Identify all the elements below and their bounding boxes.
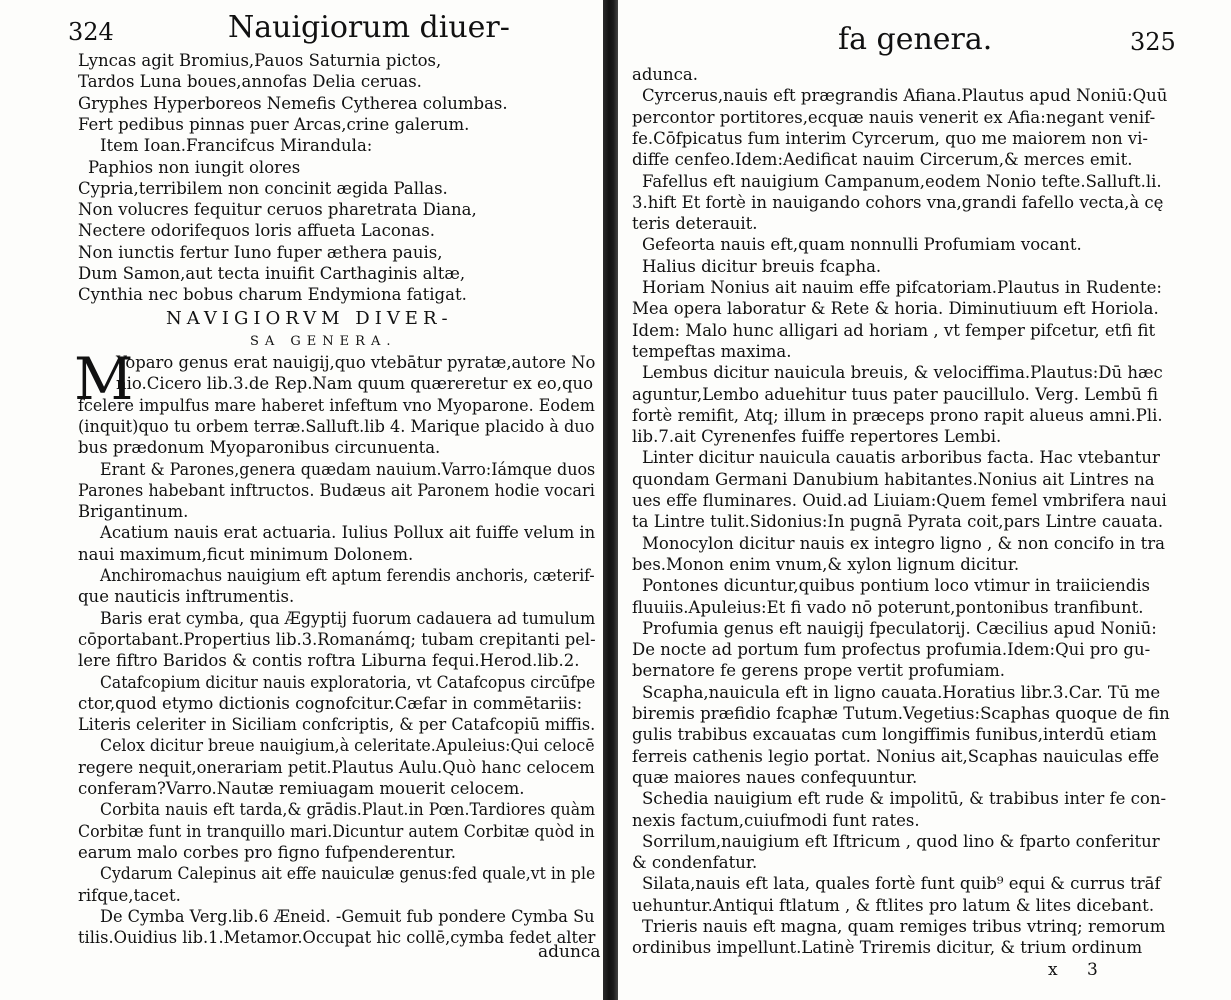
text-line: Parones habebant inftructos. Budæus ait Paronem hodie vocari xyxy=(78,480,595,500)
text-line: aguntur,Lembo aduehitur tuus pater paucillulo. Verg. Lembū fi xyxy=(632,384,1158,404)
page-number: 325 xyxy=(1130,28,1176,56)
text-line: lere fiftro Baridos & contis roftra Liburna fequi.Herod.lib.2. xyxy=(78,651,580,671)
text-line: Scapha,nauicula eft in ligno cauata.Horatius libr.3.Car. Tū me xyxy=(642,682,1161,702)
text-line: fortè remifit, Atq; illum in præceps prono rapit alueus amni.Pli. xyxy=(632,405,1163,425)
text-line: Brigantinum. xyxy=(78,502,189,522)
text-line: quæ maiores naues confequuntur. xyxy=(632,767,918,787)
text-line: fluuiis.Apuleius:Et fi vado nō poterunt,pontonibus tranfibunt. xyxy=(632,597,1144,617)
section-subheading: SA GENERA. xyxy=(250,334,397,349)
text-line: bes.Monon enim vnum,& xylon lignum dicitur. xyxy=(632,554,1020,574)
text-line: Acatium nauis erat actuaria. Iulius Pollux ait fuiffe velum in xyxy=(100,523,596,543)
text-line: Corbitæ funt in tranquillo mari.Dicuntur autem Corbitæ quòd in xyxy=(78,821,595,841)
text-line: naui maximum,ficut minimum Dolonem. xyxy=(78,544,414,564)
text-line: & condenfatur. xyxy=(632,853,758,873)
text-line: fcelere impulfus mare haberet infeftum vno Myoparone. Eodem xyxy=(78,395,595,415)
text-line: bernatore fe gerens prope vertit profumiam. xyxy=(632,661,1006,681)
text-line: Cynthia nec bobus charum Endymiona fatigat. xyxy=(78,285,467,305)
running-head: fa genera. xyxy=(838,22,993,57)
text-line: Item Ioan.Francifcus Mirandula: xyxy=(100,136,373,156)
text-line: Corbita nauis eft tarda,& grādis.Plaut.in Pœn.Tardiores quàm xyxy=(100,800,596,820)
text-line: teris deterauit. xyxy=(632,214,758,234)
text-line: Lembus dicitur nauicula breuis, & velociffima.Plautus:Dū hæc xyxy=(642,363,1163,383)
text-line: (inquit)quo tu orbem terræ.Salluft.lib 4. Marique placido à duo xyxy=(78,416,595,436)
text-line: bus prædonum Myoparonibus circunuenta. xyxy=(78,438,441,458)
text-line: uehuntur.Antiqui ftlatum , & ftlites pro latum & lites dicebant. xyxy=(632,895,1155,915)
text-line: Profumia genus eft nauigij fpeculatorij. Cæcilius apud Noniū: xyxy=(642,618,1157,638)
text-line: Schedia nauigium eft rude & impolitū, & trabibus inter fe con- xyxy=(642,789,1167,809)
text-line: Silata,nauis eft lata, quales fortè funt quib⁹ equi & currus trāf xyxy=(642,874,1161,894)
text-line: nio.Cicero lib.3.de Rep.Nam quum quæreretur ex eo,quo xyxy=(116,374,594,394)
text-line: Trieris nauis eft magna, quam remiges tribus vtrinq; remorum xyxy=(642,917,1166,936)
text-line: Gryphes Hyperboreos Nemefis Cytherea columbas. xyxy=(78,93,508,113)
text-line: Lyncas agit Bromius,Pauos Saturnia pictos, xyxy=(78,51,442,70)
text-line: ta Lintre tulit.Sidonius:In pugnā Pyrata coit,pars Lintre cauata. xyxy=(632,512,1164,532)
text-line: fe.Cōfpicatus fum interim Cyrcerum, quo me maiorem non vi- xyxy=(632,128,1149,148)
text-line: De nocte ad portum fum profectus profumia.Idem:Qui pro gu- xyxy=(632,640,1151,660)
text-line: Gefeorta nauis eft,quam nonnulli Profumiam vocant. xyxy=(642,235,1082,255)
text-line: Dum Samon,aut tecta inuifit Carthaginis altæ, xyxy=(78,264,466,283)
text-line: Halius dicitur breuis fcapha. xyxy=(642,256,882,276)
text-line: adunca. xyxy=(632,65,698,84)
text-line: cōportabant.Propertius lib.3.Romanámq; tubam crepitanti pel- xyxy=(78,629,596,649)
text-line: Nectere odorifequos loris affueta Laconas. xyxy=(78,221,435,241)
text-line: Literis celeriter in Siciliam confcriptis, & per Catafcopiū miffis. xyxy=(78,715,596,735)
text-line: gulis trabibus excauatas cum longiffimis funibus,interdū etiam xyxy=(632,725,1157,745)
text-line: lib.7.ait Cyrenenfes fuiffe repertores Lembi. xyxy=(632,427,1002,447)
text-line: ctor,quod etymo dictionis cognofcitur.Cæfar in commētariis: xyxy=(78,693,583,713)
catchword: adunca xyxy=(538,942,601,962)
text-line: nexis factum,cuiufmodi funt rates. xyxy=(632,810,920,830)
text-line: Erant & Parones,genera quædam nauium.Varro:Iámque duos xyxy=(100,459,596,479)
text-line: diffe cenfeo.Idem:Aedificat nauim Circerum,& merces emit. xyxy=(632,150,1133,170)
text-line: ues effe fluminares. Ouid.ad Liuiam:Quem femel vmbrifera naui xyxy=(632,491,1167,510)
text-line: rifque,tacet. xyxy=(78,885,181,905)
text-line: ferreis cathenis legio portat. Nonius ait,Scaphas nauiculas effe xyxy=(632,746,1160,766)
text-line: Celox dicitur breue nauigium,à celeritate.Apuleius:Qui celocē xyxy=(100,736,595,756)
text-line: Anchiromachus nauigium eft aptum ferendis anchoris, cæterif- xyxy=(100,566,595,585)
text-line: Non volucres fequitur ceruos pharetrata Diana, xyxy=(78,200,477,220)
signature-mark: x 3 xyxy=(1048,960,1110,980)
page-number: 324 xyxy=(68,18,114,46)
text-line: Monocylon dicitur nauis ex integro ligno , & non concifo in tra xyxy=(642,533,1165,553)
drop-cap: M xyxy=(74,345,134,413)
text-line: Sorrilum,nauigium eft Iftricum , quod lino & fparto conferitur xyxy=(642,831,1160,851)
text-line: Cyrcerus,nauis eft prægrandis Afiana.Plautus apud Noniū:Quū xyxy=(642,86,1168,106)
text-line: De Cymba Verg.lib.6 Æneid. -Gemuit fub pondere Cymba Su xyxy=(100,906,595,926)
left-page xyxy=(0,0,603,1000)
text-line: tilis.Ouidius lib.1.Metamor.Occupat hic collē,cymba fedet alter xyxy=(78,928,596,948)
text-line: Pontones dicuntur,quibus pontium loco vtimur in traiiciendis xyxy=(642,576,1151,596)
text-line: tempeftas maxima. xyxy=(632,341,792,361)
right-page xyxy=(618,0,1231,1000)
section-heading: NAVIGIORVM DIVER- xyxy=(166,308,453,329)
text-line: conferam?Varro.Nautæ remiuagam mouerit celocem. xyxy=(78,779,525,798)
text-line: Fafellus eft nauigium Campanum,eodem Nonio tefte.Salluft.li. xyxy=(642,171,1162,191)
book-gutter xyxy=(603,0,618,1000)
text-line: Idem: Malo hunc alligari ad horiam , vt femper pifcetur, etfi fit xyxy=(632,320,1156,340)
text-line: Baris erat cymba, qua Ægyptij fuorum cadauera ad tumulum xyxy=(100,608,596,628)
text-line: 3.hift Et fortè in nauigando cohors vna,grandi fafello vecta,à cę xyxy=(632,192,1164,212)
text-line: earum malo corbes pro figno fufpenderentur. xyxy=(78,842,457,862)
text-line: ordinibus impellunt.Latinè Triremis dicitur, & trium ordinum xyxy=(632,938,1143,958)
running-head: Nauigiorum diuer- xyxy=(228,10,510,45)
text-line: Mea opera laboratur & Rete & horia. Diminutiuum eft Horiola. xyxy=(632,299,1159,319)
text-line: Paphios non iungit olores xyxy=(88,157,301,177)
text-line: Tardos Luna boues,annofas Delia ceruas. xyxy=(78,72,422,92)
text-line: Horiam Nonius ait nauim effe pifcatoriam.Plautus in Rudente: xyxy=(642,278,1162,297)
text-line: Catafcopium dicitur nauis exploratoria, vt Catafcopus circūfpe xyxy=(100,672,596,692)
text-line: percontor portitores,ecquæ nauis venerit ex Afia:negant venif- xyxy=(632,107,1156,127)
text-line: Yoparo genus erat nauigij,quo vtebātur pyratæ,autore No xyxy=(116,353,596,372)
text-line: Cypria,terribilem non concinit ægida Pallas. xyxy=(78,178,448,198)
text-line: biremis præfidio fcaphæ Tutum.Vegetius:Scaphas quoque de fin xyxy=(632,704,1170,723)
text-line: quondam Germani Danubium habitantes.Nonius ait Lintres na xyxy=(632,469,1155,489)
text-line: Fert pedibus pinnas puer Arcas,crine galerum. xyxy=(78,114,470,134)
text-line: que nauticis inftrumentis. xyxy=(78,587,295,607)
text-line: Linter dicitur nauicula cauatis arboribus facta. Hac vtebantur xyxy=(642,448,1160,468)
text-line: regere nequit,onerariam petit.Plautus Aulu.Quò hanc celocem xyxy=(78,757,595,777)
text-line: Cydarum Calepinus ait effe nauiculæ genus:fed quale,vt in ple xyxy=(100,864,596,884)
text-line: Non iunctis fertur Iuno fuper æthera pauis, xyxy=(78,242,443,262)
